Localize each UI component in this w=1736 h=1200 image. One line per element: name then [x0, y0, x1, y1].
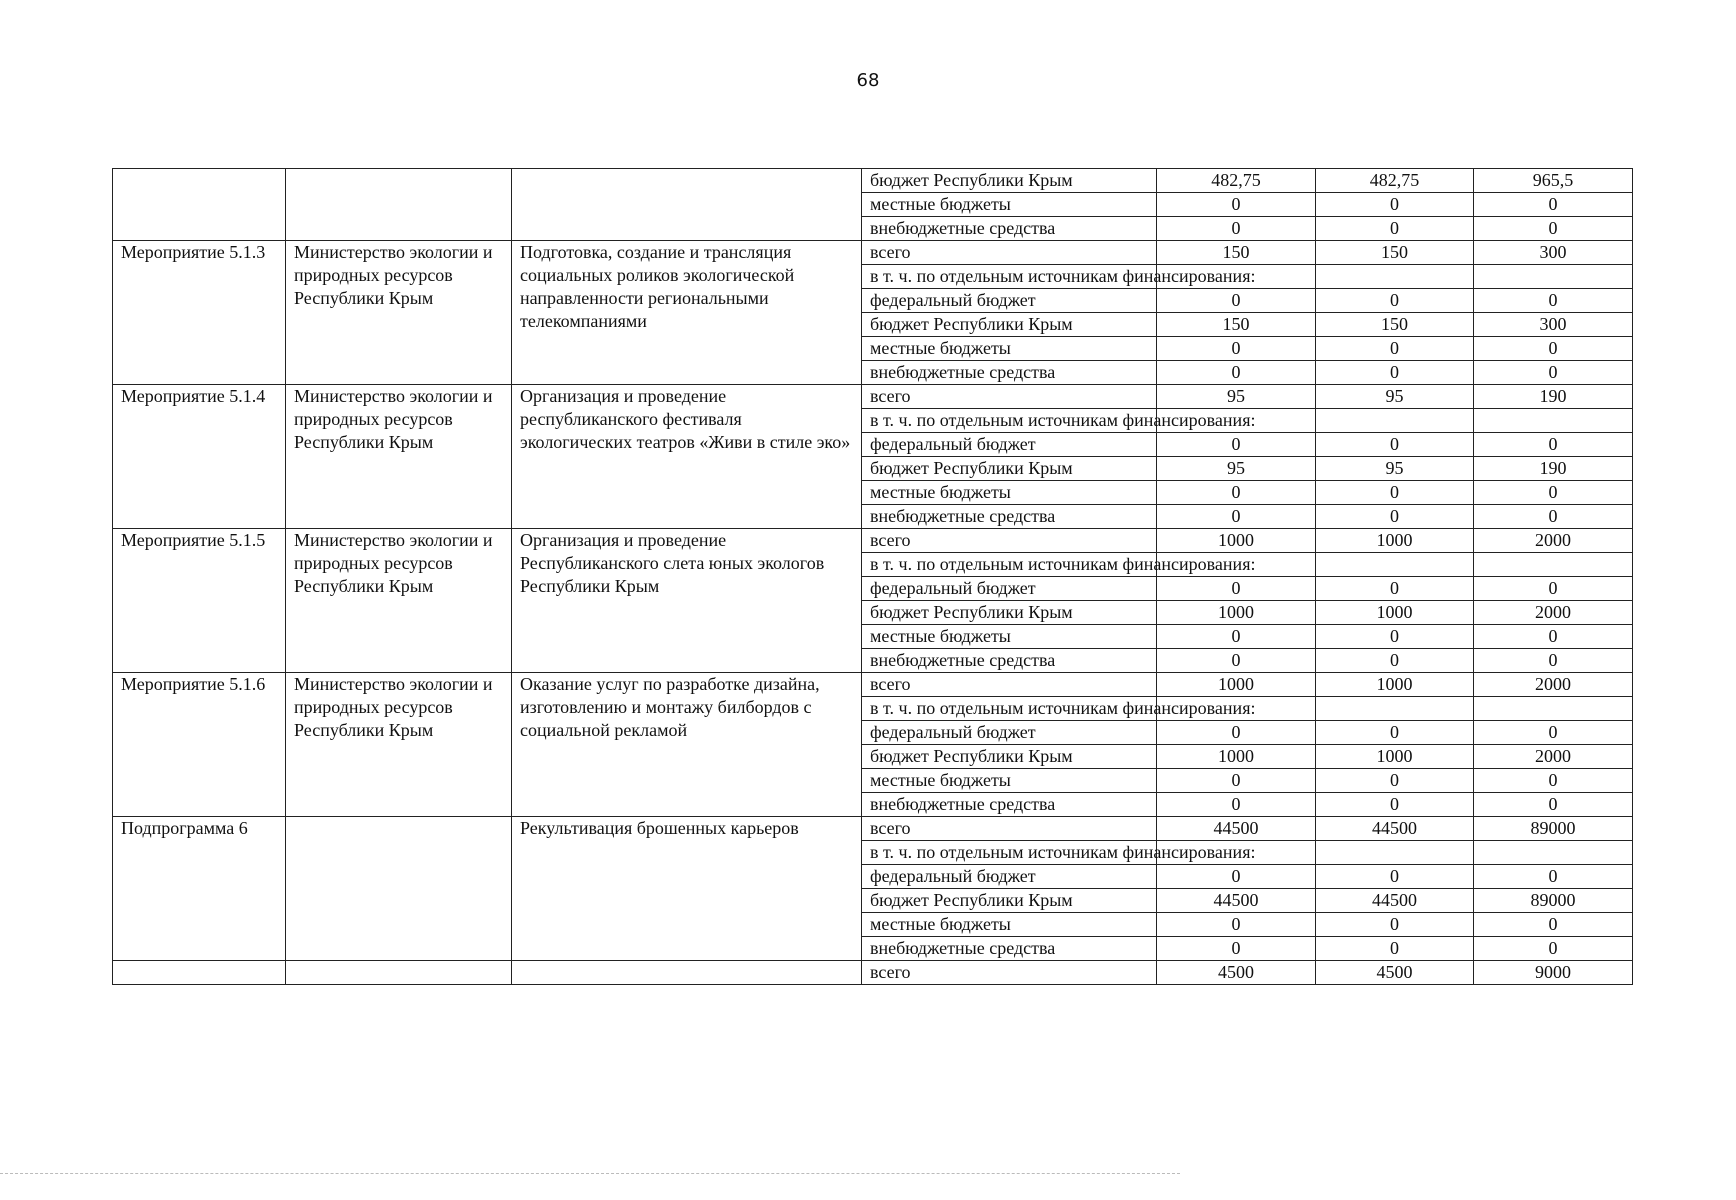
table-row: [113, 673, 1633, 697]
amount-value: 0: [1316, 481, 1474, 505]
funding-source: внебюджетные средства: [862, 217, 1157, 241]
amount-value: 1000: [1316, 673, 1474, 697]
empty-cell: [512, 961, 862, 985]
budget-table: [112, 168, 1633, 985]
amount-value: 0: [1157, 505, 1316, 529]
amount-value: [1474, 265, 1633, 289]
amount-value: 0: [1316, 217, 1474, 241]
amount-value: 44500: [1316, 817, 1474, 841]
amount-value: 0: [1157, 217, 1316, 241]
amount-value: 0: [1474, 217, 1633, 241]
amount-value: 0: [1157, 337, 1316, 361]
amount-value: 0: [1474, 625, 1633, 649]
amount-value: 300: [1474, 241, 1633, 265]
amount-value: 2000: [1474, 673, 1633, 697]
amount-value: 0: [1474, 337, 1633, 361]
funding-source: в т. ч. по отдельным источникам финансирования:: [862, 409, 1157, 433]
amount-value: 4500: [1157, 961, 1316, 985]
executor-cell: [286, 817, 512, 961]
table-row: [113, 529, 1633, 553]
funding-source: федеральный бюджет: [862, 721, 1157, 745]
amount-value: 44500: [1157, 817, 1316, 841]
funding-source: в т. ч. по отдельным источникам финансирования:: [862, 841, 1157, 865]
funding-source: бюджет Республики Крым: [862, 889, 1157, 913]
funding-source: федеральный бюджет: [862, 577, 1157, 601]
description-cell: Рекультивация брошенных карьеров: [512, 817, 862, 961]
amount-value: 44500: [1316, 889, 1474, 913]
amount-value: 1000: [1157, 745, 1316, 769]
funding-source: местные бюджеты: [862, 913, 1157, 937]
funding-source: бюджет Республики Крым: [862, 457, 1157, 481]
measure-name: Мероприятие 5.1.3: [113, 241, 286, 385]
amount-value: 0: [1316, 337, 1474, 361]
amount-value: 2000: [1474, 745, 1633, 769]
table-row: [113, 385, 1633, 409]
page-number: 68: [856, 70, 880, 91]
amount-value: 0: [1474, 193, 1633, 217]
amount-value: 150: [1157, 241, 1316, 265]
amount-value: 1000: [1157, 529, 1316, 553]
amount-value: 0: [1474, 433, 1633, 457]
measure-name: Мероприятие 5.1.5: [113, 529, 286, 673]
amount-value: 95: [1157, 385, 1316, 409]
amount-value: 0: [1316, 193, 1474, 217]
amount-value: 0: [1157, 769, 1316, 793]
amount-value: 0: [1474, 577, 1633, 601]
funding-source: федеральный бюджет: [862, 865, 1157, 889]
amount-value: 0: [1474, 865, 1633, 889]
funding-source: внебюджетные средства: [862, 649, 1157, 673]
amount-value: 0: [1157, 289, 1316, 313]
budget-table-body: [113, 169, 1633, 985]
description-cell: Организация и проведение республиканского фестиваля экологических театров «Живи в стиле эко»: [512, 385, 862, 529]
amount-value: 0: [1474, 481, 1633, 505]
table-row: [113, 169, 1633, 193]
amount-value: 0: [1474, 505, 1633, 529]
amount-value: 44500: [1157, 889, 1316, 913]
amount-value: 1000: [1316, 529, 1474, 553]
funding-source: федеральный бюджет: [862, 433, 1157, 457]
amount-value: 0: [1316, 577, 1474, 601]
amount-value: 1000: [1316, 745, 1474, 769]
amount-value: [1474, 697, 1633, 721]
amount-value: 0: [1157, 577, 1316, 601]
amount-value: 0: [1316, 289, 1474, 313]
description-cell: Оказание услуг по разработке дизайна, изготовлению и монтажу билбордов с социальной рекламой: [512, 673, 862, 817]
amount-value: 0: [1316, 505, 1474, 529]
amount-value: 965,5: [1474, 169, 1633, 193]
amount-value: 0: [1316, 793, 1474, 817]
funding-source: местные бюджеты: [862, 481, 1157, 505]
amount-value: 2000: [1474, 529, 1633, 553]
amount-value: 95: [1316, 385, 1474, 409]
amount-value: 0: [1157, 937, 1316, 961]
amount-value: 0: [1157, 649, 1316, 673]
funding-source: внебюджетные средства: [862, 361, 1157, 385]
amount-value: 0: [1157, 193, 1316, 217]
amount-value: 0: [1157, 361, 1316, 385]
funding-source: всего: [862, 529, 1157, 553]
amount-value: 0: [1157, 481, 1316, 505]
funding-source: местные бюджеты: [862, 769, 1157, 793]
amount-value: 0: [1316, 625, 1474, 649]
amount-value: 0: [1316, 433, 1474, 457]
amount-value: 482,75: [1157, 169, 1316, 193]
empty-cell: [286, 169, 512, 241]
amount-value: 0: [1157, 865, 1316, 889]
funding-source: внебюджетные средства: [862, 505, 1157, 529]
amount-value: 0: [1157, 433, 1316, 457]
amount-value: [1316, 841, 1474, 865]
funding-source: местные бюджеты: [862, 337, 1157, 361]
amount-value: 0: [1316, 649, 1474, 673]
amount-value: [1316, 553, 1474, 577]
funding-source: всего: [862, 817, 1157, 841]
amount-value: 95: [1316, 457, 1474, 481]
amount-value: 1000: [1157, 601, 1316, 625]
empty-cell: [286, 961, 512, 985]
amount-value: 89000: [1474, 817, 1633, 841]
amount-value: 0: [1474, 913, 1633, 937]
empty-cell: [512, 169, 862, 241]
funding-source: всего: [862, 961, 1157, 985]
table-row: [113, 817, 1633, 841]
amount-value: 0: [1474, 721, 1633, 745]
amount-value: [1316, 697, 1474, 721]
amount-value: [1316, 265, 1474, 289]
amount-value: 0: [1316, 361, 1474, 385]
description-cell: Подготовка, создание и трансляция социальных роликов экологической направленности региональными телекомпаниями: [512, 241, 862, 385]
funding-source: в т. ч. по отдельным источникам финансирования:: [862, 697, 1157, 721]
amount-value: 0: [1157, 625, 1316, 649]
amount-value: 0: [1474, 361, 1633, 385]
amount-value: 1000: [1157, 673, 1316, 697]
amount-value: 1000: [1316, 601, 1474, 625]
executor-cell: Министерство экологии и природных ресурсов Республики Крым: [286, 529, 512, 673]
empty-cell: [113, 961, 286, 985]
amount-value: 150: [1316, 241, 1474, 265]
amount-value: [1474, 409, 1633, 433]
funding-source: всего: [862, 241, 1157, 265]
amount-value: 2000: [1474, 601, 1633, 625]
funding-source: бюджет Республики Крым: [862, 169, 1157, 193]
funding-source: бюджет Республики Крым: [862, 601, 1157, 625]
amount-value: 190: [1474, 385, 1633, 409]
executor-cell: Министерство экологии и природных ресурсов Республики Крым: [286, 241, 512, 385]
amount-value: 150: [1157, 313, 1316, 337]
executor-cell: Министерство экологии и природных ресурсов Республики Крым: [286, 673, 512, 817]
measure-name: Мероприятие 5.1.6: [113, 673, 286, 817]
amount-value: 0: [1157, 721, 1316, 745]
executor-cell: Министерство экологии и природных ресурсов Республики Крым: [286, 385, 512, 529]
funding-source: в т. ч. по отдельным источникам финансирования:: [862, 265, 1157, 289]
measure-name: Мероприятие 5.1.4: [113, 385, 286, 529]
amount-value: 0: [1316, 865, 1474, 889]
amount-value: 0: [1157, 913, 1316, 937]
amount-value: 0: [1316, 769, 1474, 793]
measure-name: Подпрограмма 6: [113, 817, 286, 961]
table-row: [113, 241, 1633, 265]
amount-value: 150: [1316, 313, 1474, 337]
amount-value: 0: [1474, 793, 1633, 817]
amount-value: 300: [1474, 313, 1633, 337]
amount-value: 9000: [1474, 961, 1633, 985]
amount-value: 4500: [1316, 961, 1474, 985]
amount-value: [1474, 841, 1633, 865]
scan-artifact-line: [0, 1173, 1180, 1174]
amount-value: [1474, 553, 1633, 577]
amount-value: 482,75: [1316, 169, 1474, 193]
amount-value: 0: [1474, 769, 1633, 793]
funding-source: бюджет Республики Крым: [862, 313, 1157, 337]
amount-value: [1316, 409, 1474, 433]
empty-cell: [113, 169, 286, 241]
amount-value: 0: [1316, 913, 1474, 937]
funding-source: федеральный бюджет: [862, 289, 1157, 313]
funding-source: всего: [862, 673, 1157, 697]
description-cell: Организация и проведение Республиканского слета юных экологов Республики Крым: [512, 529, 862, 673]
funding-source: бюджет Республики Крым: [862, 745, 1157, 769]
amount-value: 95: [1157, 457, 1316, 481]
funding-source: в т. ч. по отдельным источникам финансирования:: [862, 553, 1157, 577]
amount-value: 190: [1474, 457, 1633, 481]
funding-source: местные бюджеты: [862, 625, 1157, 649]
table-row: [113, 961, 1633, 985]
amount-value: 0: [1316, 721, 1474, 745]
amount-value: 0: [1157, 793, 1316, 817]
amount-value: 0: [1474, 649, 1633, 673]
amount-value: 0: [1316, 937, 1474, 961]
funding-source: внебюджетные средства: [862, 937, 1157, 961]
amount-value: 0: [1474, 289, 1633, 313]
amount-value: 89000: [1474, 889, 1633, 913]
funding-source: всего: [862, 385, 1157, 409]
amount-value: 0: [1474, 937, 1633, 961]
funding-source: местные бюджеты: [862, 193, 1157, 217]
funding-source: внебюджетные средства: [862, 793, 1157, 817]
